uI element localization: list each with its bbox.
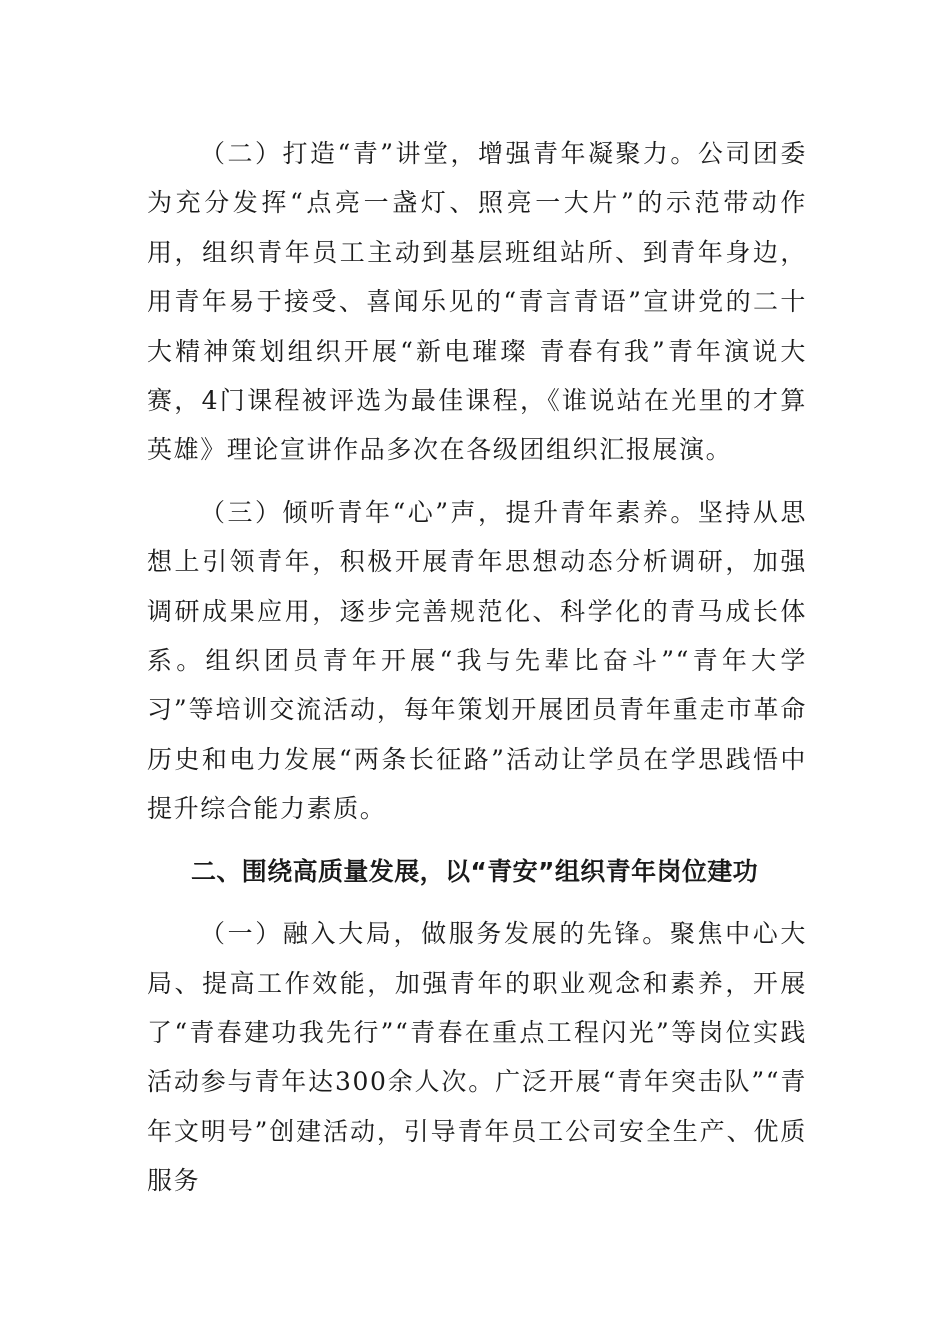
paragraph-youth-lecture-hall: （二）打造“青”讲堂，增强青年凝聚力。公司团委为充分发挥“点亮一盏灯、照亮一大片”的示范带动作用，组织青年员工主动到基层班组站所、到青年身边，用青年易于接受、喜闻乐见的“青言青语”宣讲党的二十大精神策划组织开展“新电璀璨 青春有我”青年演说大赛，4门课程被评选为最佳课程，《谁说站在光里的才算英雄》理论宣讲作品多次在各级团组织汇报展演。 [147,139,807,465]
paragraph-integrate-overall: （一）融入大局，做服务发展的先锋。聚焦中心大局、提高工作效能，加强青年的职业观念和素养，开展了“青春建功我先行”“青春在重点工程闪光”等岗位实践活动参与青年达300余人次。广泛开展“青年突击队”“青年文明号”创建活动，引导青年员工公司安全生产、优质服务 [147,919,807,1196]
paragraph-youth-voice: （三）倾听青年“心”声，提升青年素养。坚持从思想上引领青年，积极开展青年思想动态分析调研，加强调研成果应用，逐步完善规范化、科学化的青马成长体系。组织团员青年开展“我与先辈比奋斗”“青年大学习”等培训交流活动，每年策划开展团员青年重走市革命历史和电力发展“两条长征路”活动让学员在学思践悟中提升综合能力素质。 [147,497,807,824]
section-heading-two: 二、围绕高质量发展，以“青安”组织青年岗位建功 [191,856,759,886]
document-body [147,129,807,1219]
